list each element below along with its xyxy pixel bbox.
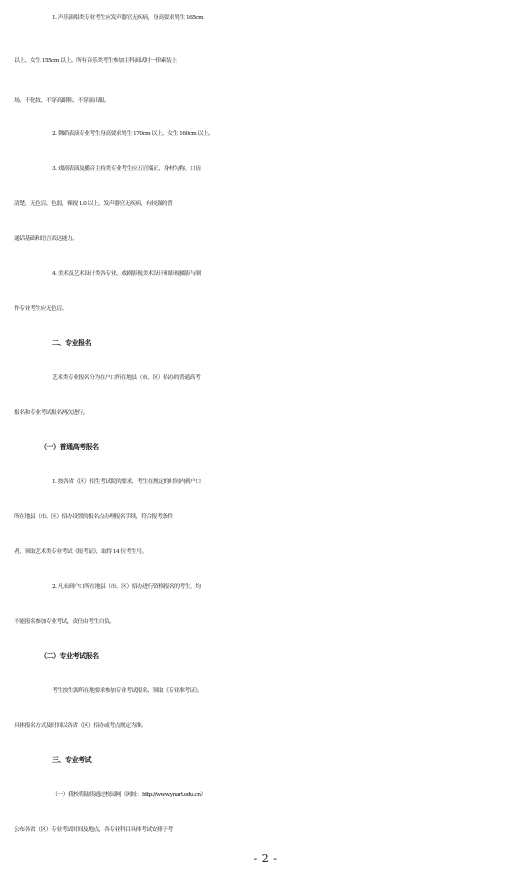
paragraph-line: 考生按生源所在地要求参加专业考试报名，领取《专业准考证》， [52,688,203,694]
subsection-heading: （二）专业考试报名 [40,651,99,660]
subsection-heading: （一）普通高考报名 [40,442,99,451]
paragraph-line: 艺术类专业报名分为在户口所在地县（市、区）招办的普通高考 [52,375,201,381]
paragraph-line: 者，领取艺术类专业考试《报考证》，取得 14 位考生号。 [14,549,147,555]
paragraph-line: 1. 声乐演唱类专业考生应发声器官无疾病，身高要求男生 165cm [52,15,204,21]
paragraph-line: 1. 按各省（区）招生考试院的要求，考生在规定的时间内到户口 [52,479,201,485]
paragraph-line: 清楚，无色盲、色弱，裸视 1.0 以上，发声器官无疾病，有较强的普 [14,201,173,207]
paragraph-line: 作专业考生应无色盲。 [14,306,67,312]
paragraph-line: 场，不化妆、不穿高跟鞋、不穿演出服。 [14,98,110,104]
section-heading: 三、专业考试 [52,755,91,764]
paragraph-line: （一）我校将陆续通过校园网（网址：http://www.ynart.edu.cn） [52,792,206,798]
paragraph-line: 具体报名方式及时间以各省（区）招办或考点规定为准。 [14,723,147,729]
paragraph-line: 通话基础和语言表达能力。 [14,236,78,242]
paragraph-line: 报名和专业考试报名两次进行。 [14,410,89,416]
section-heading: 二、专业报名 [52,338,91,347]
paragraph-line: 以上、女生 155cm 以上。所有音乐类考生参加主科面试时一律素装上 [14,58,177,64]
paragraph-line: 所在地县（市、区）招办设置的报名点办理报名手续，符合报考条件 [14,514,173,520]
paragraph-line: 公布各省（区）专业考试时间及地点，各专业科目具体考试安排于考 [14,827,173,833]
page-number: - 2 - [253,852,278,865]
paragraph-line: 不能报名参加专业考试，责任由考生自负。 [14,619,115,625]
paragraph-line: 2. 凡未到户口所在地县（市、区）招办进行资格报名的考生，均 [52,584,201,590]
paragraph-line: 3. 戏剧表演及播音主持类专业考生应五官端正、身材匀称、口齿 [52,166,201,172]
paragraph-line: 2. 舞蹈表演专业考生身高要求男生 170cm 以上、女生 160cm 以上。 [52,131,214,137]
paragraph-line: 4. 美术及艺术设计类各专业、戏剧影视美术设计和影视摄影与制 [52,271,201,277]
